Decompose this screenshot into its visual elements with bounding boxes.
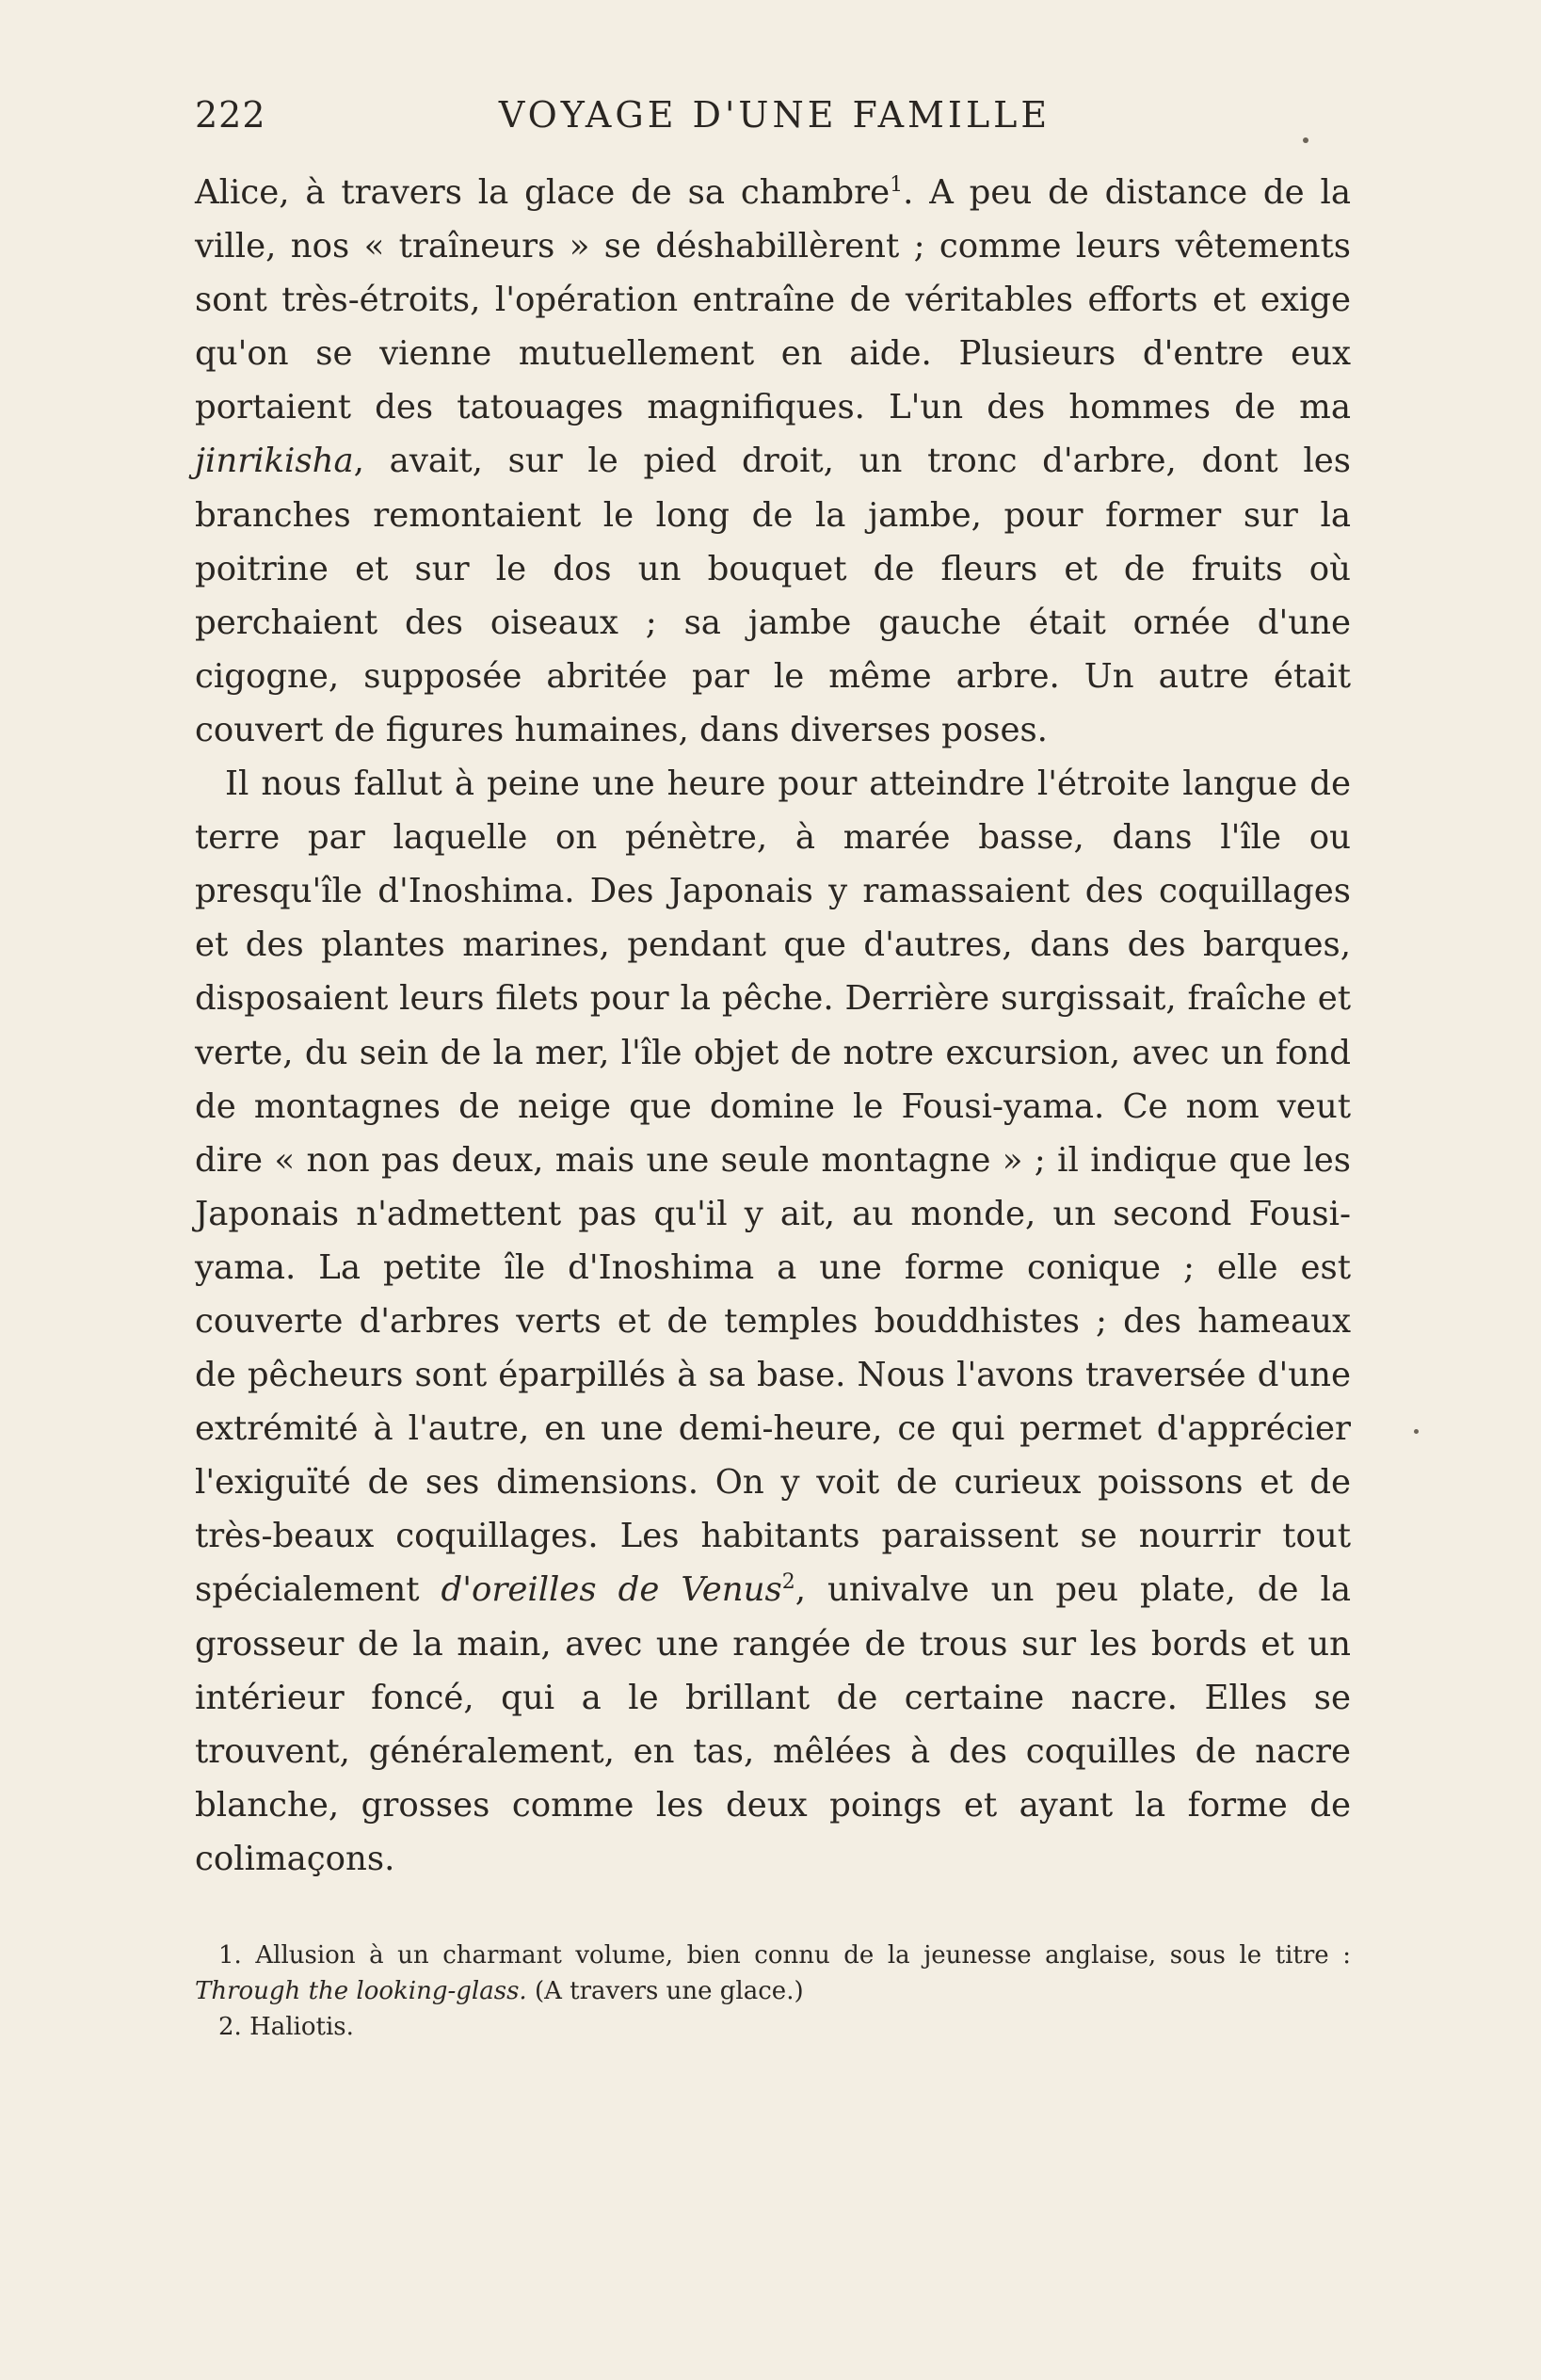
footnote-1 [195,1938,1351,2009]
oreilles-term: d'oreilles de Venus [441,1570,782,1610]
main-text [195,166,1351,1886]
print-speck [1414,1429,1419,1434]
print-speck [1303,137,1308,143]
footnotes [195,1938,1351,2045]
paragraph-1-part-a: Alice, à travers la glace de sa chambre [195,173,891,212]
paragraph-1-part-b: . A peu de distance de la ville, nos « traîneurs » se déshabillèrent ; comme leurs vêtements sont très-étroits, l'opération entraîne de véritables efforts et exige qu'on se vienne mutuellement en aide. Plusieurs d'entre eux portaient des tatouages magnifiques. L'un des hommes de ma [195,173,1351,427]
running-head [195,94,1355,143]
footnote-ref-1: 1 [890,173,904,198]
footnote-1-part-a: 1. Allusion à un charmant volume, bien connu de la jeunesse anglaise, sous le titre : [218,1941,1351,1970]
paragraph-1 [195,166,1351,757]
footnote-2: 2. Haliotis. [218,2013,354,2041]
page-number: 222 [195,94,266,136]
paragraph-2 [195,757,1351,1886]
paragraph-1-part-c: , avait, sur le pied droit, un tronc d'arbre, dont les branches remontaient le long de la jambe, pour former sur la poitrine et sur le dos un bouquet de fleurs et de fruits où perchaient des oiseaux ; sa jambe gauche était ornée d'une cigogne, supposée abritée par le même arbre. Un autre était couvert de figures humaines, dans diverses poses. [195,442,1351,749]
footnote-1-part-b: (A travers une glace.) [526,1977,804,2005]
paragraph-2-part-a: Il nous fallut à peine une heure pour atteindre l'étroite langue de terre par laquelle on pénètre, à marée basse, dans l'île ou presqu'île d'Inoshima. Des Japonais y ramassaient des coquillages et des plantes marines, pendant que d'autres, dans des barques, disposaient leurs filets pour la pêche. Derrière surgissait, fraîche et verte, du sein de la mer, l'île objet de notre excursion, avec un fond de montagnes de neige que domine le Fousi-yama. Ce nom veut dire « non pas deux, mais une seule montagne » ; il indique que les Japonais n'admettent pas qu'il y ait, au monde, un second Fousi-yama. La petite île d'Inoshima a une forme conique ; elle est couverte d'arbres verts et de temples bouddhistes ; des hameaux de pêcheurs sont éparpillés à sa base. Nous l'avons traversée d'une extrémité à l'autre, en une demi-heure, ce qui permet d'apprécier l'exiguïté de ses dimensions. On y voit de curieux poissons et de très-beaux coquillages. Les habitants paraissent se nourrir tout spécialement [195,764,1351,1610]
jinrikisha-term: jinrikisha [195,442,354,481]
paragraph-2-part-b: , univalve un peu plate, de la grosseur de la main, avec une rangée de trous sur les bords et un intérieur foncé, qui a le brillant de certaine nacre. Elles se trouvent, généralement, en tas, mêlées à des coquilles de nacre blanche, grosses comme les deux poings et ayant la forme de colimaçons. [195,1570,1351,1878]
running-title: VOYAGE D'UNE FAMILLE [498,94,1051,136]
footnote-1-title: Through the looking-glass. [195,1977,527,2005]
footnote-ref-2: 2 [781,1570,795,1595]
